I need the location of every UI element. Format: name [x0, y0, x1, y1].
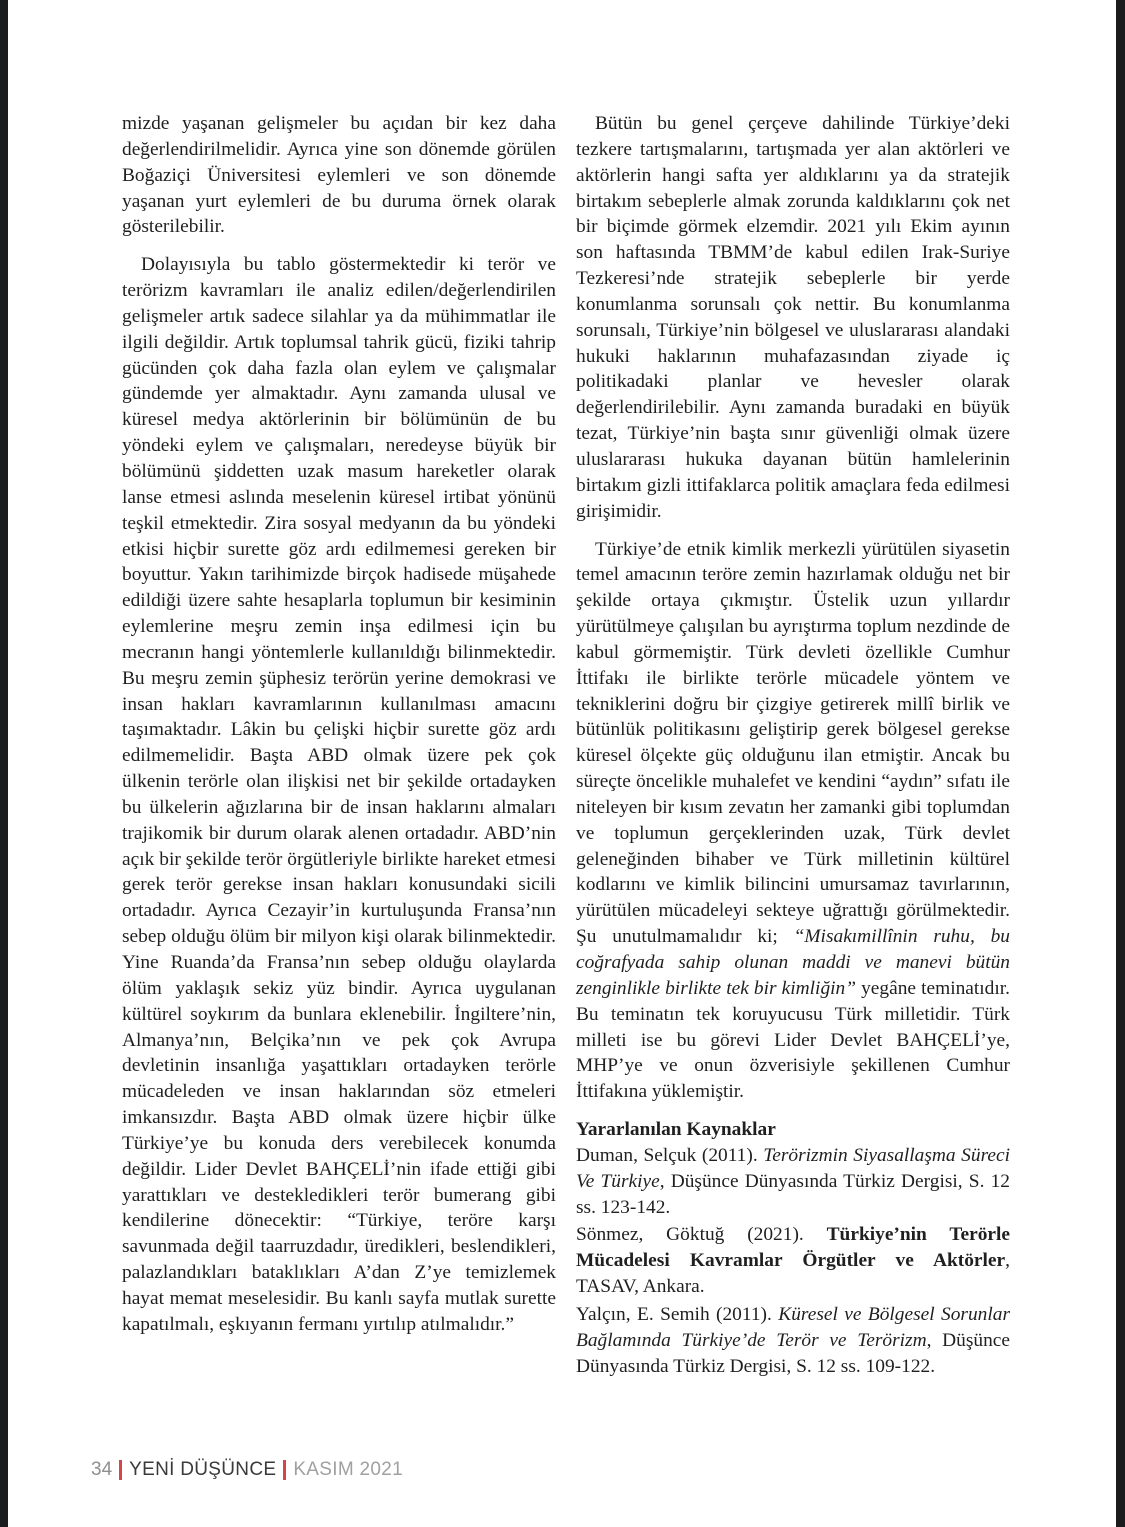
reference-item — [576, 1143, 1010, 1221]
magazine-page — [8, 0, 1116, 1527]
reference-title: Terörizmin Siyasallaşma Süreci Ve Türkiye — [576, 1144, 1010, 1192]
page-number: 34 — [91, 1459, 113, 1480]
left-column — [122, 111, 556, 1350]
reference-source: , Düşünce Dünyasında Türkiz Dergisi, S. 12 ss. 123-142. — [576, 1170, 1010, 1218]
reference-source: , Düşünce Dünyasında Türkiz Dergisi, S. 12 ss. 109-122. — [576, 1329, 1011, 1377]
magazine-name: YENİ DÜŞÜNCE — [129, 1459, 277, 1480]
reference-author: Duman, Selçuk (2011). — [576, 1144, 764, 1166]
reference-item — [576, 1302, 1010, 1380]
paragraph: Bütün bu genel çerçeve dahilinde Türkiye’deki tezkere tartışmalarını, tartışmada yer alan aktörleri ve aktörlerin hangi safta yer aldıklarını ya da stratejik birtakım sebeplerle almak zorunda kaldıklarını çok net bir biçimde görmek elzemdir. 2021 yılı Ekim ayının son haftasında TBMM’de kabul edilen Irak-Suriye Tezkeresi’nde stratejik sebeplerle bir yerde konumlanma sorunsalı çok nettir. Bu konumlanma sorunsalı, Türkiye’nin bölgesel ve uluslararası alandaki hukuki haklarının muhafazasından ziyade iç politikadaki planlar ve hevesler olarak değerlendirilebilir. Aynı zamanda buradaki en büyük tezat, Türkiye’nin başta sınır güvenliği olmak üzere uluslararası hukuka dayanan bütün hamlelerinin birtakım gizli ittifaklarca politik amaçlara feda edilmesi girişimidir. — [576, 113, 1010, 522]
paragraph-text: Türkiye’de etnik kimlik merkezli yürütülen siyasetin temel amacının teröre zemin hazırlamak olduğu net bir şekilde ortaya çıkmıştır. Üstelik uzun yıllardır yürütülmeye çalışılan bu ayrıştırma toplum nezdinde de kabul görmemiştir. Türk devleti özellikle Cumhur İttifakı ile birlikte terörle mücadele yöntem ve tekniklerini doğru bir çizgiye getirerek millî birlik ve bütünlük politikasını geliştirip gerek bölgesel gerekse küresel ölçekte güç olduğunu ilan etmiştir. Ancak bu süreçte öncelikle muhalefet ve kendini “aydın” sıfatı ile niteleyen bir kısım zevatın her zamanki gibi toplumdan ve toplumun gerçeklerinden uzak, Türk devlet geleneğinden bihaber ve Türk milletinin kültürel kodlarını ve kimlik bilincini umursamaz tavırlarının, yürütülen mücadeleyi sekteye uğrattığı görülmektedir. Şu unutulmamalıdır ki; — [576, 538, 1010, 948]
paragraph — [576, 537, 1010, 1106]
reference-item — [576, 1222, 1010, 1300]
paragraph: mizde yaşanan gelişmeler bu açıdan bir kez daha değerlendirilmelidir. Ayrıca yine son dönemde görülen Boğaziçi Üniversitesi eylemleri ve son dönemde yaşanan yurt eylemleri de bu duruma örnek olarak gösterilebilir. — [122, 113, 556, 238]
reference-author: Sönmez, Göktuğ (2021). — [576, 1224, 827, 1246]
italic-quote: “Misakımillînin ruhu, bu coğrafyada sahip olunan maddi ve manevi bütün zenginlikle birlikte tek bir kimliğin” — [576, 926, 1010, 999]
issue-date: KASIM 2021 — [293, 1459, 403, 1480]
reference-title: Küresel ve Bölgesel Sorunlar Bağlamında Türkiye’de Terör ve Terörizm — [576, 1303, 1010, 1351]
reference-title: Türkiye’nin Terörle Mücadelesi Kavramlar Örgütler ve Aktörler — [576, 1224, 1011, 1272]
page-footer — [91, 1456, 403, 1484]
footer-divider — [283, 1460, 286, 1480]
paragraph-text: yegâne teminatıdır. Bu teminatın tek koruyucusu Türk milletidir. Türk milleti ise bu görevi Lider Devlet BAHÇELİ’ye, MHP’ye ve onun özverisiyle şekillenen Cumhur İttifakına yüklemiştir. — [576, 977, 1010, 1103]
footer-divider — [119, 1460, 122, 1480]
reference-source: , TASAV, Ankara. — [576, 1250, 1010, 1298]
references-heading: Yararlanılan Kaynaklar — [576, 1119, 776, 1141]
right-column — [576, 111, 1010, 1382]
paragraph: Dolayısıyla bu tablo göstermektedir ki terör ve terörizm kavramları ile analiz edilen/değerlendirilen gelişmeler artık sadece silahlar ya da mühimmatlar ile ilgili değildir. Artık toplumsal tahrik gücü, fiziki tahrip gücünden çok daha fazla olan eylem ve çalışmalar gündemde yer almaktadır. Aynı zamanda ulusal ve küresel medya aktörlerinin bir bölümünün de bu yöndeki eylem ve çalışmaları, neredeyse büyük bir bölümünü şiddetten uzak masum hareketler olarak lanse etmesi aslında meselenin küresel irtibat yönünü teşkil etmektedir. Zira sosyal medyanın da bu yöndeki etkisi hiçbir surette göz ardı edilmemesi gereken bir boyuttur. Yakın tarihimizde birçok hadisede müşahede edildiği üzere sahte hesaplarla toplumun bir kesiminin eylemlerine meşru zemin inşa edilmesi için bu mecranın hangi yöntemlerle kullanıldığı bilinmektedir. Bu meşru zemin şüphesiz terörün yerine demokrasi ve insan hakları kavramlarının kullanılması amacını taşımaktadır. Lâkin bu çelişki hiçbir surette göz ardı edilmemelidir. Başta ABD olmak üzere pek çok ülkenin terörle olan ilişkisi net bir şekilde ortadayken bu ülkelerin ağızlarına bir de insan haklarını almaları trajikomik bir durum olarak alenen ortadadır. ABD’nin açık bir şekilde terör örgütleriyle birlikte hareket etmesi gerek terör gerekse insan hakları konusundaki sicili ortadadır. Ayrıca Cezayir’in kurtuluşunda Fransa’nın sebep olduğu ölüm bir milyon kişi olarak bilinmektedir. Yine Ruanda’da Fransa’nın sebep olduğu olaylarda ölüm yaklaşık sekiz yüz bindir. Ayrıca uygulanan kültürel soykırım da bunlara eklenebilir. İngiltere’nin, Almanya’nın, Belçika’nın ve pek çok Avrupa devletinin insanlığa yaşattıkları ortadayken terörle mücadeleden ve insan haklarından söz etmeleri imkansızdır. Başta ABD olmak üzere hiçbir ülke Türkiye’ye bu konuda ders verebilecek konumda değildir. Lider Devlet BAHÇELİ’nin ifade ettiği gibi yarattıkları ve destekledikleri terör bumerang gibi kendilerine dönecektir: “Türkiye, teröre karşı savunmada değil taarruzdadır, üredikleri, beslendikleri, palazlandıkları bataklıkları A’dan Z’ye temizlemek hayat memat meselesidir. Bu kanlı sayfa mutlak surette kapatılmalı, eşkıyanın fermanı yırtılıp atılmalıdır.” — [122, 254, 556, 1335]
reference-author: Yalçın, E. Semih (2011). — [576, 1303, 779, 1325]
